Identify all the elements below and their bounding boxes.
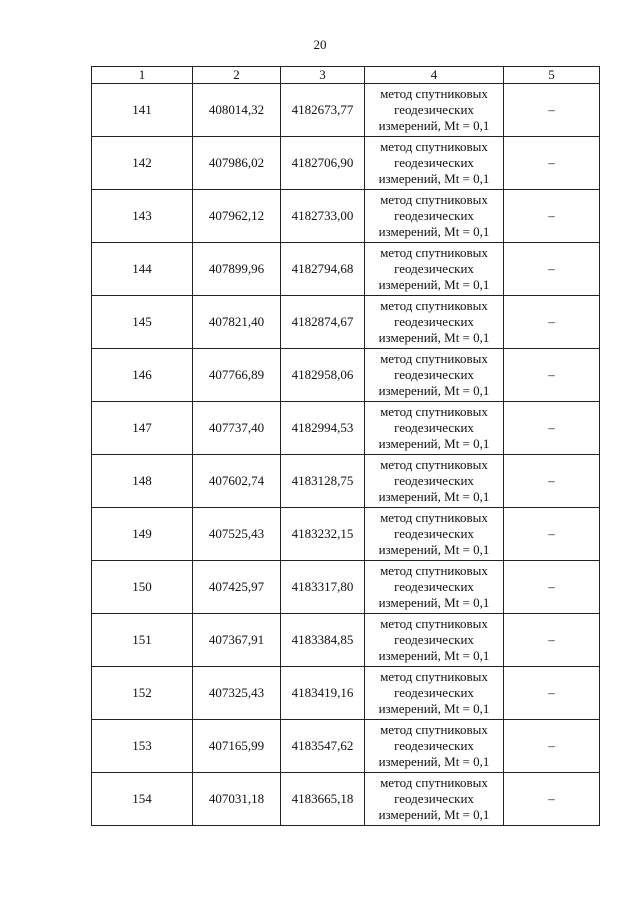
method-cell <box>365 84 504 137</box>
method-line: измерений, Mt = 0,1 <box>378 754 490 769</box>
method-cell <box>365 773 504 826</box>
point-number-cell: 154 <box>92 773 193 826</box>
method-line: измерений, Mt = 0,1 <box>378 330 490 345</box>
method-line: геодезических <box>394 526 474 541</box>
method-line: метод спутниковых <box>380 722 488 737</box>
y-coordinate-cell: 4183128,75 <box>281 455 365 508</box>
method-cell <box>365 349 504 402</box>
y-coordinate-cell: 4182874,67 <box>281 296 365 349</box>
x-coordinate-cell: 407425,97 <box>193 561 281 614</box>
method-line: измерений, Mt = 0,1 <box>378 436 490 451</box>
table-row <box>92 561 600 614</box>
y-coordinate-cell: 4182794,68 <box>281 243 365 296</box>
x-coordinate-cell: 407962,12 <box>193 190 281 243</box>
header-cell: 4 <box>365 67 504 84</box>
method-line: геодезических <box>394 367 474 382</box>
coordinates-table <box>91 66 600 826</box>
y-coordinate-cell: 4182994,53 <box>281 402 365 455</box>
method-line: геодезических <box>394 261 474 276</box>
method-line: геодезических <box>394 685 474 700</box>
notes-cell: – <box>504 243 600 296</box>
notes-cell: – <box>504 614 600 667</box>
point-number-cell: 142 <box>92 137 193 190</box>
header-cell: 2 <box>193 67 281 84</box>
point-number-cell: 147 <box>92 402 193 455</box>
method-line: измерений, Mt = 0,1 <box>378 224 490 239</box>
method-cell <box>365 720 504 773</box>
y-coordinate-cell: 4183384,85 <box>281 614 365 667</box>
point-number-cell: 150 <box>92 561 193 614</box>
y-coordinate-cell: 4183317,80 <box>281 561 365 614</box>
method-cell <box>365 667 504 720</box>
x-coordinate-cell: 407367,91 <box>193 614 281 667</box>
method-line: измерений, Mt = 0,1 <box>378 648 490 663</box>
method-line: метод спутниковых <box>380 510 488 525</box>
notes-cell: – <box>504 455 600 508</box>
y-coordinate-cell: 4183419,16 <box>281 667 365 720</box>
method-line: метод спутниковых <box>380 245 488 260</box>
method-line: геодезических <box>394 473 474 488</box>
point-number-cell: 141 <box>92 84 193 137</box>
method-cell <box>365 455 504 508</box>
method-line: метод спутниковых <box>380 457 488 472</box>
header-cell: 5 <box>504 67 600 84</box>
point-number-cell: 145 <box>92 296 193 349</box>
table-row <box>92 402 600 455</box>
method-line: метод спутниковых <box>380 669 488 684</box>
y-coordinate-cell: 4182958,06 <box>281 349 365 402</box>
method-cell <box>365 614 504 667</box>
table-body <box>92 84 600 826</box>
table-row <box>92 137 600 190</box>
x-coordinate-cell: 407766,89 <box>193 349 281 402</box>
header-row <box>92 67 600 84</box>
x-coordinate-cell: 407737,40 <box>193 402 281 455</box>
notes-cell: – <box>504 137 600 190</box>
method-line: геодезических <box>394 102 474 117</box>
method-line: метод спутниковых <box>380 775 488 790</box>
table-row <box>92 720 600 773</box>
notes-cell: – <box>504 349 600 402</box>
method-cell <box>365 296 504 349</box>
point-number-cell: 153 <box>92 720 193 773</box>
method-line: геодезических <box>394 314 474 329</box>
x-coordinate-cell: 407031,18 <box>193 773 281 826</box>
notes-cell: – <box>504 508 600 561</box>
x-coordinate-cell: 407821,40 <box>193 296 281 349</box>
method-line: измерений, Mt = 0,1 <box>378 807 490 822</box>
method-line: геодезических <box>394 420 474 435</box>
header-cell: 3 <box>281 67 365 84</box>
notes-cell: – <box>504 402 600 455</box>
method-cell <box>365 243 504 296</box>
notes-cell: – <box>504 720 600 773</box>
method-line: метод спутниковых <box>380 404 488 419</box>
x-coordinate-cell: 407899,96 <box>193 243 281 296</box>
point-number-cell: 149 <box>92 508 193 561</box>
y-coordinate-cell: 4183665,18 <box>281 773 365 826</box>
method-cell <box>365 561 504 614</box>
table-row <box>92 84 600 137</box>
x-coordinate-cell: 408014,32 <box>193 84 281 137</box>
table-row <box>92 667 600 720</box>
method-line: метод спутниковых <box>380 351 488 366</box>
page-number: 20 <box>313 37 327 52</box>
method-line: измерений, Mt = 0,1 <box>378 171 490 186</box>
notes-cell: – <box>504 667 600 720</box>
method-line: измерений, Mt = 0,1 <box>378 118 490 133</box>
notes-cell: – <box>504 190 600 243</box>
y-coordinate-cell: 4183232,15 <box>281 508 365 561</box>
y-coordinate-cell: 4182733,00 <box>281 190 365 243</box>
method-line: метод спутниковых <box>380 86 488 101</box>
method-cell <box>365 137 504 190</box>
method-line: геодезических <box>394 208 474 223</box>
x-coordinate-cell: 407602,74 <box>193 455 281 508</box>
table-row <box>92 243 600 296</box>
y-coordinate-cell: 4183547,62 <box>281 720 365 773</box>
table-row <box>92 296 600 349</box>
method-cell <box>365 402 504 455</box>
table-row <box>92 190 600 243</box>
table-row <box>92 349 600 402</box>
method-line: измерений, Mt = 0,1 <box>378 489 490 504</box>
table-row <box>92 773 600 826</box>
method-line: геодезических <box>394 579 474 594</box>
method-cell <box>365 190 504 243</box>
method-line: измерений, Mt = 0,1 <box>378 277 490 292</box>
notes-cell: – <box>504 296 600 349</box>
method-line: измерений, Mt = 0,1 <box>378 383 490 398</box>
y-coordinate-cell: 4182673,77 <box>281 84 365 137</box>
point-number-cell: 151 <box>92 614 193 667</box>
method-line: метод спутниковых <box>380 192 488 207</box>
table-row <box>92 614 600 667</box>
notes-cell: – <box>504 84 600 137</box>
method-line: геодезических <box>394 791 474 806</box>
y-coordinate-cell: 4182706,90 <box>281 137 365 190</box>
x-coordinate-cell: 407165,99 <box>193 720 281 773</box>
table-row <box>92 508 600 561</box>
point-number-cell: 144 <box>92 243 193 296</box>
header-cell: 1 <box>92 67 193 84</box>
x-coordinate-cell: 407525,43 <box>193 508 281 561</box>
method-line: метод спутниковых <box>380 616 488 631</box>
method-line: измерений, Mt = 0,1 <box>378 595 490 610</box>
point-number-cell: 146 <box>92 349 193 402</box>
notes-cell: – <box>504 561 600 614</box>
method-line: измерений, Mt = 0,1 <box>378 542 490 557</box>
x-coordinate-cell: 407325,43 <box>193 667 281 720</box>
method-line: геодезических <box>394 738 474 753</box>
point-number-cell: 148 <box>92 455 193 508</box>
method-line: метод спутниковых <box>380 298 488 313</box>
point-number-cell: 143 <box>92 190 193 243</box>
point-number-cell: 152 <box>92 667 193 720</box>
method-line: метод спутниковых <box>380 563 488 578</box>
method-line: метод спутниковых <box>380 139 488 154</box>
table-row <box>92 455 600 508</box>
method-line: геодезических <box>394 155 474 170</box>
method-line: измерений, Mt = 0,1 <box>378 701 490 716</box>
notes-cell: – <box>504 773 600 826</box>
method-line: геодезических <box>394 632 474 647</box>
method-cell <box>365 508 504 561</box>
x-coordinate-cell: 407986,02 <box>193 137 281 190</box>
